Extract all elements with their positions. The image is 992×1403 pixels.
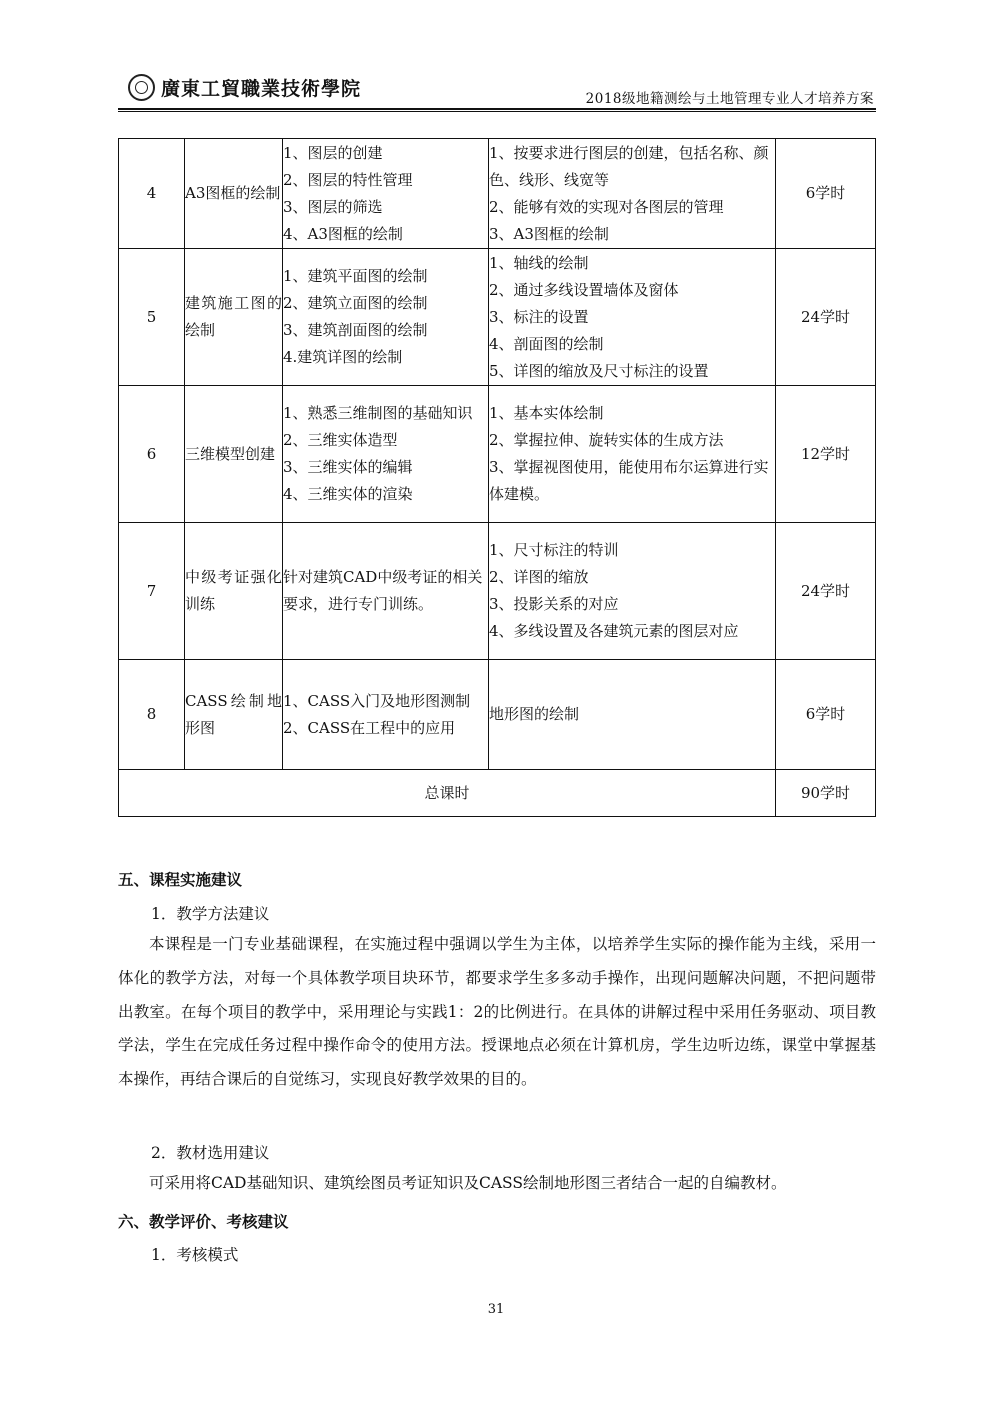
total-hours: 90学时	[776, 770, 876, 817]
requirement-item: 2、能够有效的实现对各图层的管理	[489, 197, 724, 216]
header-rule-thin	[118, 111, 876, 112]
teaching-requirements	[489, 660, 776, 770]
document-title: 2018级地籍测绘与土地管理专业人才培养方案	[585, 91, 874, 107]
section-title-implementation: 五、课程实施建议	[118, 871, 243, 889]
content-item: 4、A3图框的绘制	[283, 224, 403, 243]
requirement-item: 3、A3图框的绘制	[489, 224, 609, 243]
class-hours: 24学时	[776, 249, 876, 386]
teaching-content	[283, 660, 489, 770]
requirement-item: 4、多线设置及各建筑元素的图层对应	[489, 622, 739, 640]
content-item: 2、CASS在工程中的应用	[283, 718, 456, 737]
total-row	[119, 770, 876, 817]
teaching-requirements	[489, 386, 776, 523]
class-hours: 6学时	[776, 139, 876, 249]
content-item: 4、三维实体的渲染	[283, 485, 413, 503]
content-item: 3、三维实体的编辑	[283, 458, 413, 476]
content-item: 2、建筑立面图的绘制	[283, 294, 428, 312]
paragraph-teaching-method: 本课程是一门专业基础课程，在实施过程中强调以学生为主体，以培养学生实际的操作能为主线，采用一体化的教学方法，对每一个具体教学项目块环节，都要求学生多多动手操作，出现问题解决问题，不把问题带出教室。在每个项目的教学中，采用理论与实践1：2的比例进行。在具体的讲解过程中采用任务驱动、项目教学法，学生在完成任务过程中操作命令的使用方法。授课地点必须在计算机房，学生边听边练，课堂中掌握基本操作，再结合课后的自觉练习，实现良好教学效果的目的。	[118, 935, 876, 1089]
school-logo	[128, 74, 361, 101]
content-item: 3、图层的筛选	[283, 197, 383, 216]
row-number: 6	[119, 386, 185, 523]
requirement-item: 5、详图的缩放及尺寸标注的设置	[489, 361, 709, 380]
class-hours: 12学时	[776, 386, 876, 523]
teaching-requirements	[489, 523, 776, 660]
requirement-item: 3、投影关系的对应	[489, 595, 619, 613]
course-schedule-table	[118, 138, 876, 817]
content-item: 1、CASS入门及地形图测制	[283, 691, 471, 710]
subsection-teaching-method: 1．教学方法建议	[151, 905, 270, 923]
content-item: 4.建筑详图的绘制	[283, 348, 403, 366]
project-name: A3图框的绘制	[185, 139, 283, 249]
teaching-content	[283, 386, 489, 523]
page-number: 31	[487, 1302, 505, 1317]
requirement-item: 1、轴线的绘制	[489, 253, 589, 272]
teaching-content	[283, 139, 489, 249]
requirement-item: 3、标注的设置	[489, 307, 589, 326]
school-name: 廣東工貿職業技術學院	[161, 78, 362, 100]
requirement-item: 1、按要求进行图层的创建，包括名称、颜色、线形、线宽等	[489, 143, 769, 189]
page-header	[118, 70, 876, 110]
table-row	[119, 523, 876, 660]
requirement-item: 2、通过多线设置墙体及窗体	[489, 280, 679, 299]
table-row	[119, 249, 876, 386]
class-hours: 24学时	[776, 523, 876, 660]
content-item: 1、建筑平面图的绘制	[283, 267, 428, 285]
project-name: 中级考证强化训练	[185, 523, 283, 660]
table-row	[119, 660, 876, 770]
teaching-requirements	[489, 249, 776, 386]
teaching-content	[283, 249, 489, 386]
content-item: 2、三维实体造型	[283, 431, 398, 449]
teaching-content	[283, 523, 489, 660]
paragraph-textbook: 可采用将CAD基础知识、建筑绘图员考证知识及CASS绘制地形图三者结合一起的自编教材。	[149, 1174, 787, 1192]
row-number: 8	[119, 660, 185, 770]
requirement-item: 1、尺寸标注的特训	[489, 541, 619, 559]
subsection-textbook: 2．教材选用建议	[151, 1144, 270, 1162]
table-row	[119, 139, 876, 249]
row-number: 4	[119, 139, 185, 249]
table-row	[119, 386, 876, 523]
row-number: 7	[119, 523, 185, 660]
project-name: CASS绘制地形图	[185, 660, 283, 770]
requirement-item: 3、掌握视图使用，能使用布尔运算进行实体建模。	[489, 458, 769, 503]
requirement-item: 2、详图的缩放	[489, 568, 589, 586]
section-title-evaluation: 六、教学评价、考核建议	[118, 1213, 289, 1231]
requirement-item: 地形图的绘制	[489, 705, 580, 723]
requirement-item: 1、基本实体绘制	[489, 404, 604, 422]
header-rule	[118, 108, 876, 110]
content-item: 针对建筑CAD中级考证的相关要求，进行专门训练。	[283, 568, 483, 613]
project-name: 三维模型创建	[185, 386, 283, 523]
row-number: 5	[119, 249, 185, 386]
class-hours: 6学时	[776, 660, 876, 770]
requirement-item: 2、掌握拉伸、旋转实体的生成方法	[489, 431, 724, 449]
content-item: 3、建筑剖面图的绘制	[283, 321, 428, 339]
requirement-item: 4、剖面图的绘制	[489, 334, 604, 353]
total-label: 总课时	[119, 770, 776, 817]
school-emblem-icon	[128, 74, 155, 101]
subsection-assessment-mode: 1．考核模式	[151, 1246, 239, 1264]
content-item: 1、图层的创建	[283, 143, 383, 162]
teaching-requirements	[489, 139, 776, 249]
content-item: 2、图层的特性管理	[283, 170, 413, 189]
project-name: 建筑施工图的绘制	[185, 249, 283, 386]
content-item: 1、熟悉三维制图的基础知识	[283, 404, 473, 422]
